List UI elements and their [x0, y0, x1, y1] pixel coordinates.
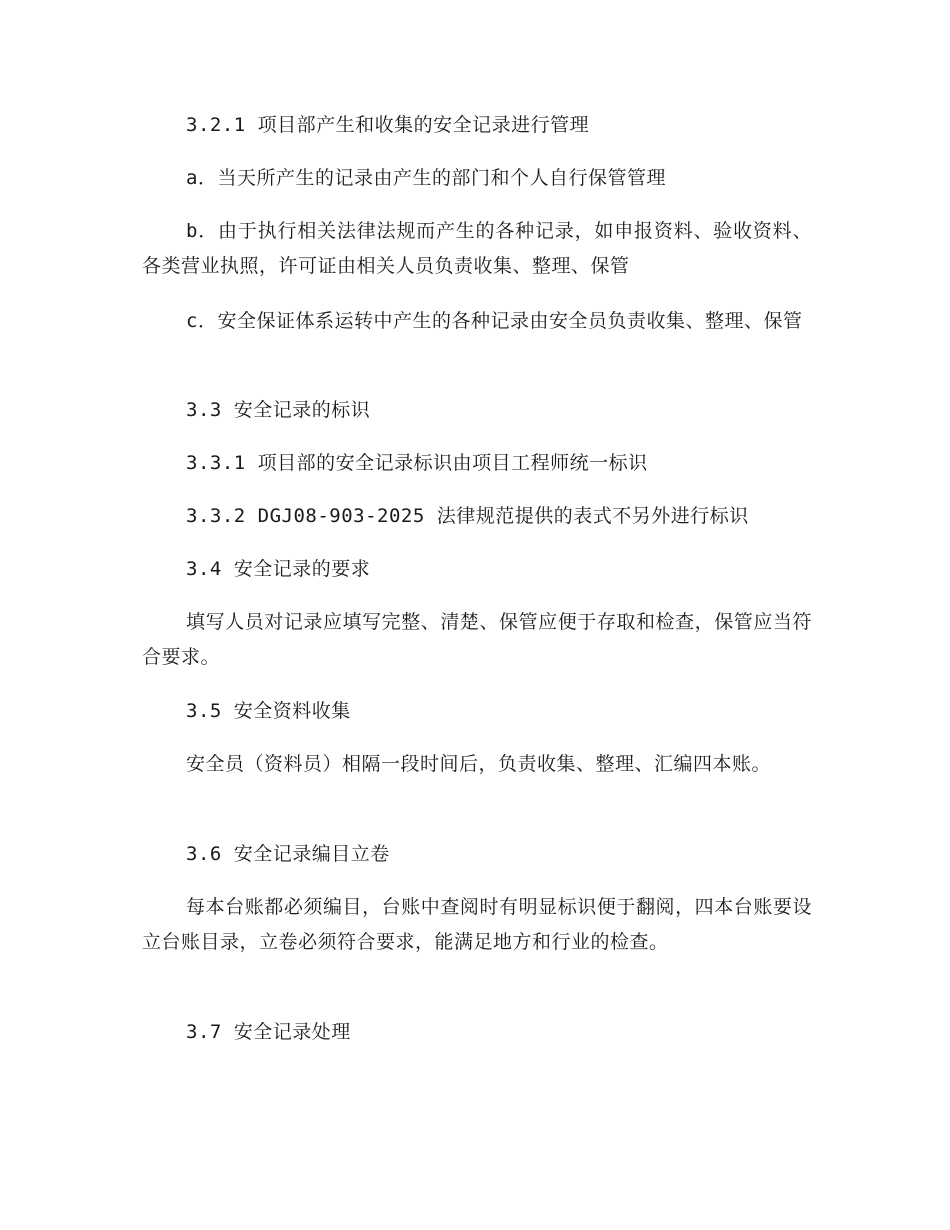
paragraph-item-c: c．安全保证体系运转中产生的各种记录由安全员负责收集、整理、保管	[186, 310, 803, 332]
heading-3-4: 3.4 安全记录的要求	[186, 558, 371, 580]
paragraph-record-requirements: 填写人员对记录应填写完整、清楚、保管应便于存取和检查，保管应当符合要求。	[142, 611, 812, 668]
heading-3-6: 3.6 安全记录编目立卷	[186, 843, 390, 865]
heading-3-5: 3.5 安全资料收集	[186, 700, 351, 722]
heading-3-7: 3.7 安全记录处理	[186, 1021, 351, 1043]
paragraph-3-3-2: 3.3.2 DGJ08-903-2025 法律规范提供的表式不另外进行标识	[186, 505, 749, 527]
paragraph-3-2-1: 3.2.1 项目部产生和收集的安全记录进行管理	[186, 114, 590, 136]
paragraph-item-b: b．由于执行相关法律法规而产生的各种记录，如申报资料、验收资料、各类营业执照，许可证由相关人员负责收集、整理、保管	[142, 220, 812, 277]
paragraph-3-3-1: 3.3.1 项目部的安全记录标识由项目工程师统一标识	[186, 452, 648, 474]
heading-3-3: 3.3 安全记录的标识	[186, 399, 371, 421]
paragraph-item-a: a．当天所产生的记录由产生的部门和个人自行保管管理	[186, 167, 666, 189]
paragraph-data-collection: 安全员（资料员）相隔一段时间后，负责收集、整理、汇编四本账。	[186, 753, 772, 775]
paragraph-cataloguing: 每本台账都必须编目，台账中查阅时有明显标识便于翻阅，四本台账要设立台账目录，立卷必须符合要求，能满足地方和行业的检查。	[142, 896, 812, 953]
